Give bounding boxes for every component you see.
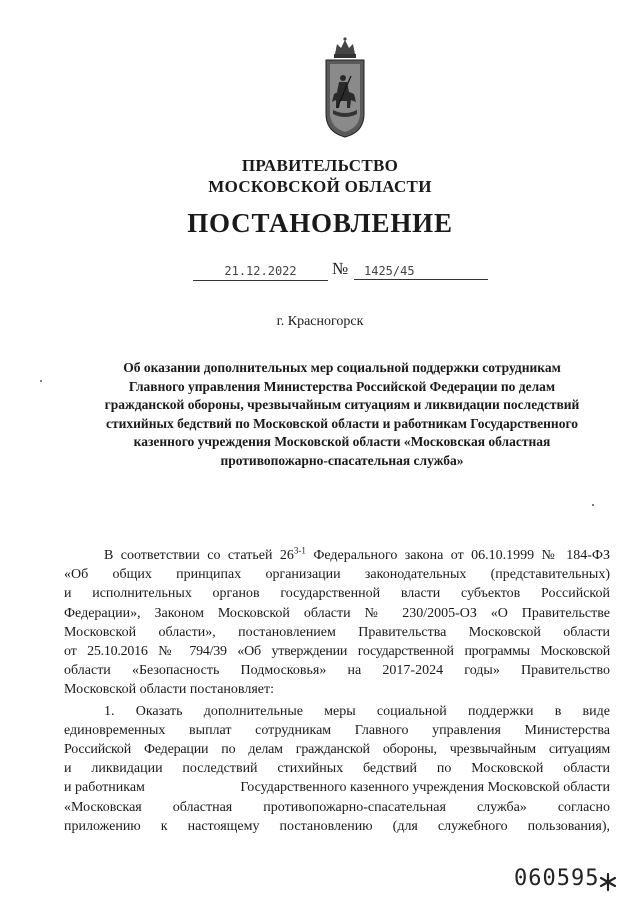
body-line: и ликвидации последствий стихийных бедствий по Московской области [64,761,610,777]
body-line [64,778,610,797]
asterisk-stamp-icon [598,872,618,892]
title-line: противопожарно-спасательная служба» [220,452,464,468]
org-name-line1: ПРАВИТЕЛЬСТВО [241,156,399,175]
body-line: области «Безопасность Подмосковья» на 2017-2024 годы» Правительство [64,663,610,679]
body-text: Федерального закона от 06.10.1999 № 184-ФЗ [305,548,610,563]
document-title [62,359,622,471]
body-line: приложению к настоящему постановлению (для служебного пользования), [64,818,610,834]
title-line: гражданской обороны, чрезвычайным ситуациям и ликвидации последствий [104,397,580,413]
body-text: и работникам [64,780,145,796]
document-number: 1425/45 [354,262,488,280]
body-text: В соответствии со статьей 26 [104,548,294,563]
coat-of-arms-emblem [323,36,367,138]
document-type-heading: ПОСТАНОВЛЕНИЕ [187,208,453,238]
body-line: Российской Федерации по делам гражданской обороны, чрезвычайным ситуациям [64,742,610,758]
scan-speck [592,504,594,506]
number-sign: № [332,259,349,278]
title-line: Главного управления Министерства Российской Федерации по делам [128,378,556,394]
document-body [64,546,610,836]
org-name-line2: МОСКОВСКОЙ ОБЛАСТИ [208,177,432,196]
body-line: Федерации», Законом Московской области № 230/2005-ОЗ «О Правительстве [64,605,610,621]
body-line: Московской области постановляет: [64,682,274,698]
body-line: Московской области», постановлением Правительства Московской области [64,624,610,640]
city-line: г. Красногорск [276,314,364,329]
body-line: «Об общих принципах организации законодательных (представительных) [64,567,610,583]
body-line: и исполнительных органов государственной власти субъектов Российской [64,586,610,602]
body-line: «Московская областная противопожарно-спасательная служба» согласно [64,799,610,815]
title-line: стихийных бедствий по Московской области и работникам Государственного [106,415,578,431]
title-line: Об оказании дополнительных мер социальной поддержки сотрудникам [123,360,561,375]
title-line: казенного учреждения Московской области «Московская областная [133,434,551,450]
body-text: Государственного казенного учреждения Московской области [240,780,610,796]
body-line [64,546,610,565]
document-date: 21.12.2022 [193,262,328,281]
body-line: 1. Оказать дополнительные меры социальной поддержки в виде [104,703,610,719]
body-line: единовременных выплат сотрудникам Главного управления Министерства [64,722,610,738]
body-line: от 25.10.2016 № 794/39 «Об утверждении государственной программы Московской [64,644,610,660]
superscript: 3-1 [293,545,306,556]
scan-speck [40,380,42,382]
stamp-number: 060595 [514,866,600,891]
